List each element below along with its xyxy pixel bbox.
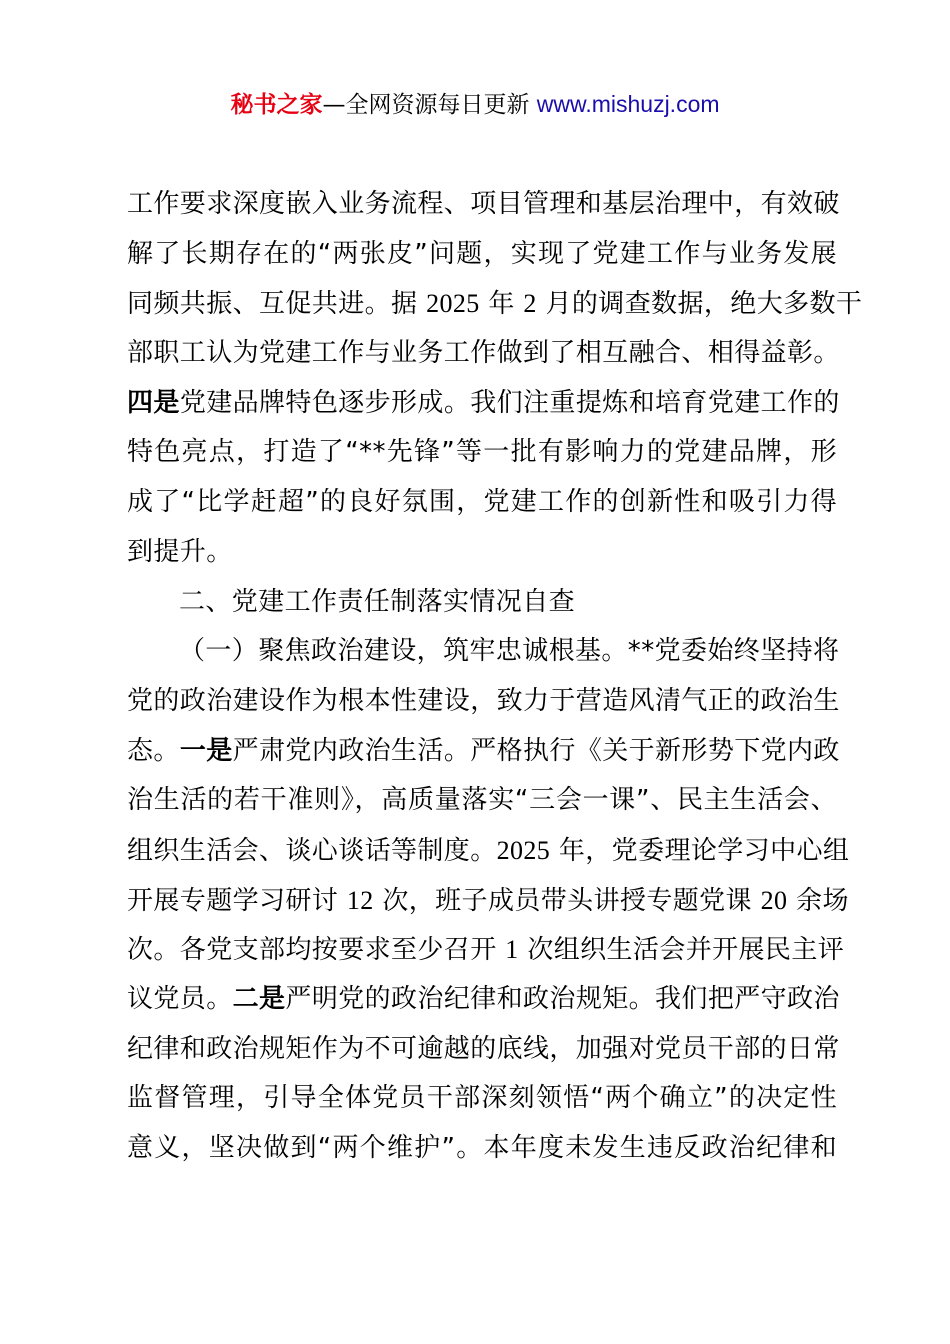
emphasis-label: 二是 xyxy=(232,984,286,1014)
text-segment: 监督管理，引导全体党员干部深刻领悟“两个确立”的决定性 xyxy=(127,1083,837,1114)
text-segment: 同频共振、互促共进。据 2025 年 2 月的调查数据，绝大多数干 xyxy=(127,289,863,320)
text-segment: 到提升。 xyxy=(127,536,233,567)
website-link[interactable]: www.mishuzj.com xyxy=(536,91,720,117)
body-text xyxy=(127,180,863,1174)
header-tagline: —全网资源每日更新 xyxy=(322,92,537,118)
text-segment: 工作要求深度嵌入业务流程、项目管理和基层治理中，有效破 xyxy=(127,189,840,219)
text-segment: 严肃党内政治生活。严格执行《关于新形势下党内政 xyxy=(232,735,840,766)
text-line xyxy=(127,975,840,1025)
brand-name: 秘书之家 xyxy=(230,92,323,118)
text-line xyxy=(127,776,837,826)
text-segment: 党建品牌特色逐步形成。我们注重提炼和培育党建工作的 xyxy=(179,387,840,418)
text-segment: 党的政治建设作为根本性建设，致力于营造风清气正的政治生 xyxy=(127,685,840,716)
text-segment: 治生活的若干准则》，高质量落实“三会一课”、民主生活会、 xyxy=(127,785,837,816)
text-line xyxy=(127,727,840,777)
text-line xyxy=(127,329,840,379)
emphasis-label: 一是 xyxy=(179,735,233,766)
text-line xyxy=(127,528,837,578)
text-line xyxy=(127,925,845,975)
text-segment: 开展专题学习研讨 12 次，班子成员带头讲授专题党课 20 余场 xyxy=(127,885,849,916)
text-line xyxy=(127,1124,837,1174)
number: 20 xyxy=(760,885,788,915)
text-segment: 意义，坚决做到“两个维护”。本年度未发生违反政治纪律和 xyxy=(127,1133,837,1164)
emphasis-label: 四是 xyxy=(127,387,180,418)
text-segment: 组织生活会、谈心谈话等制度。2025 年，党委理论学习中心组 xyxy=(127,835,850,866)
number: 2025 xyxy=(496,835,551,865)
number: 1 xyxy=(505,935,519,965)
text-segment: 特色亮点，打造了“**先锋”等一批有影响力的党建品牌，形 xyxy=(127,437,837,468)
text-segment: 解了长期存在的“两张皮”问题，实现了党建工作与业务发展 xyxy=(127,238,837,269)
text-line xyxy=(127,180,840,230)
text-line xyxy=(127,1074,837,1124)
text-line xyxy=(127,1025,840,1075)
text-line xyxy=(127,478,837,528)
number: 2025 xyxy=(426,289,480,319)
text-segment: 次。各党支部均按要求至少召开 1 次组织生活会并开展民主评 xyxy=(127,935,845,966)
number: 12 xyxy=(346,885,374,915)
text-line xyxy=(127,379,840,429)
text-segment: 二、党建工作责任制落实情况自查 xyxy=(179,586,576,617)
text-line xyxy=(127,279,863,329)
text-segment: 态。 xyxy=(127,735,180,766)
text-line xyxy=(127,677,840,727)
text-line xyxy=(127,230,837,280)
text-line xyxy=(127,876,849,926)
subsection-heading xyxy=(127,627,840,677)
text-segment: （一）聚焦政治建设，筑牢忠诚根基。**党委始终坚持将 xyxy=(179,636,840,667)
watermark-header xyxy=(0,86,950,123)
text-line xyxy=(127,826,850,876)
text-segment: 严明党的政治纪律和政治规矩。我们把严守政治 xyxy=(285,984,840,1014)
text-segment: 议党员。 xyxy=(127,984,233,1014)
text-segment: 部职工认为党建工作与业务工作做到了相互融合、相得益彰。 xyxy=(127,338,840,369)
text-segment: 纪律和政治规矩作为不可逾越的底线，加强对党员干部的日常 xyxy=(127,1033,840,1064)
text-line xyxy=(127,428,837,478)
number: 2 xyxy=(523,289,537,319)
text-segment: 成了“比学赶超”的良好氛围，党建工作的创新性和吸引力得 xyxy=(127,487,837,518)
section-heading xyxy=(127,578,837,628)
